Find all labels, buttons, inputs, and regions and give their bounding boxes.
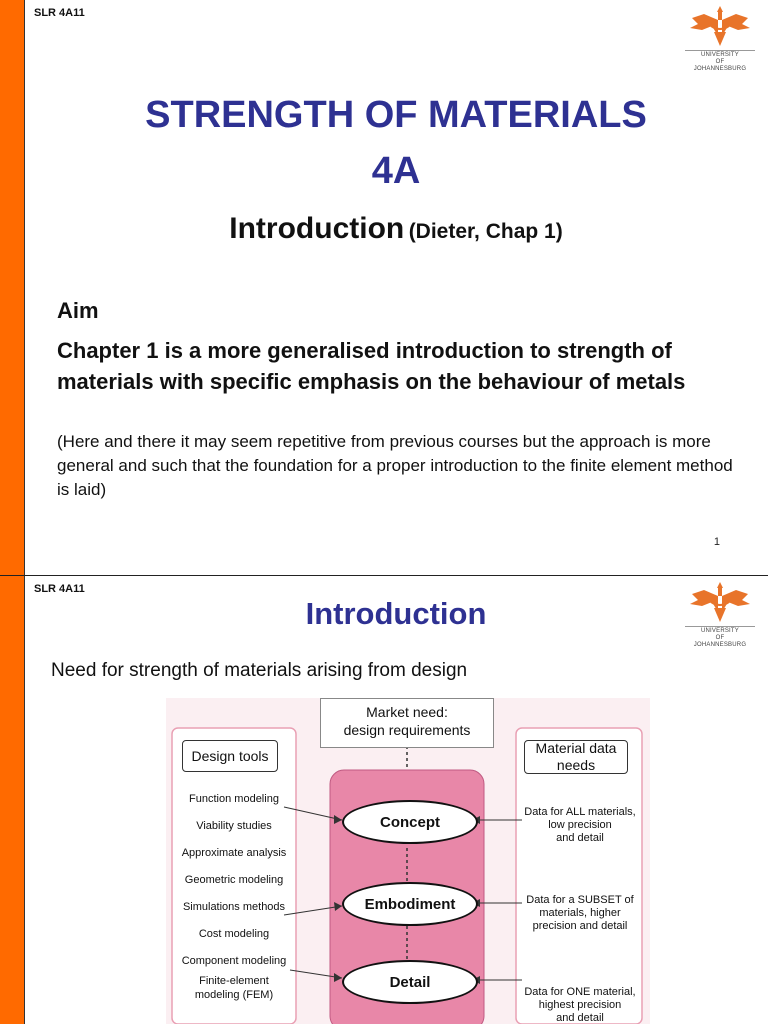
stage-concept: Concept [342, 800, 478, 844]
aim-label: Aim [57, 298, 99, 323]
university-logo [678, 2, 762, 72]
logo-text-of: OF [715, 59, 725, 65]
tool-viability-studies: Viability studies [196, 820, 272, 832]
market-need-box [320, 698, 494, 748]
design-tools-box [178, 736, 282, 776]
intro-text: Need for strength of materials arising from design [51, 660, 468, 681]
design-process-diagram [166, 698, 650, 1024]
market-need-line-2: design requirements [343, 722, 471, 738]
slide-subtitle [24, 212, 768, 246]
university-crest-icon [684, 2, 756, 48]
embodiment-need-line-1: Data for a SUBSET of [526, 894, 634, 906]
logo-text-university: UNIVERSITY [700, 52, 739, 58]
tool-finite-element: Finite-element [199, 975, 269, 987]
material-needs-box [520, 736, 632, 778]
logo-text-johannesburg: JOHANNESBURG [693, 642, 747, 648]
tool-function-modeling: Function modeling [189, 793, 279, 805]
course-code: SLR 4A11 [34, 583, 85, 595]
subtitle-main: Introduction [229, 212, 405, 245]
page-number: 1 [713, 536, 720, 548]
detail-data-need [518, 986, 642, 1024]
tool-cost-modeling: Cost modeling [198, 928, 270, 940]
design-tools-list [174, 786, 294, 1002]
design-tools-title: Design tools [182, 740, 278, 772]
concept-need-line-3: and detail [556, 832, 604, 844]
aim-text: Chapter 1 is a more generalised introduction to strength of materials with specific emphasis on the behaviour of metals [57, 338, 686, 394]
concept-data-need [518, 806, 642, 845]
concept-need-line-2: low precision [548, 819, 612, 831]
stage-detail: Detail [342, 960, 478, 1004]
material-needs-title [524, 740, 628, 774]
material-needs-title-line-1: Material data [535, 740, 617, 756]
logo-text-of: OF [715, 635, 725, 641]
embodiment-need-line-2: materials, higher [539, 907, 621, 919]
slide-2 [0, 576, 768, 1024]
note-text: (Here and there it may seem repetitive from previous courses but the approach is more general and such that the foundation for a proper introduction to the finite element method is laid) [57, 432, 733, 499]
logo-text-university: UNIVERSITY [700, 628, 739, 634]
orange-sidebar [0, 576, 25, 1024]
tool-fem: modeling (FEM) [194, 989, 274, 1001]
course-code: SLR 4A11 [34, 7, 85, 19]
embodiment-need-line-3: precision and detail [532, 920, 628, 932]
detail-need-line-1: Data for ONE material, [524, 986, 636, 998]
slide-heading: Introduction [305, 596, 487, 631]
orange-sidebar [0, 0, 25, 575]
tool-geometric-modeling: Geometric modeling [184, 874, 284, 886]
stage-embodiment: Embodiment [342, 882, 478, 926]
market-need-line-1: Market need: [366, 704, 448, 720]
concept-need-line-1: Data for ALL materials, [524, 806, 636, 818]
embodiment-data-need [518, 894, 642, 933]
tool-component-modeling: Component modeling [181, 955, 287, 967]
slide-title-line-2: 4A [371, 150, 421, 192]
tool-simulations-methods: Simulations methods [182, 901, 286, 913]
slide-title-line-1: STRENGTH OF MATERIALS [145, 94, 647, 136]
subtitle-reference: (Dieter, Chap 1) [408, 220, 563, 243]
logo-text-johannesburg: JOHANNESBURG [693, 66, 747, 72]
detail-need-line-2: highest precision [538, 999, 622, 1011]
detail-need-line-3: and detail [556, 1012, 604, 1024]
material-needs-title-line-2: needs [556, 757, 596, 773]
tool-approximate-analysis: Approximate analysis [181, 847, 287, 859]
